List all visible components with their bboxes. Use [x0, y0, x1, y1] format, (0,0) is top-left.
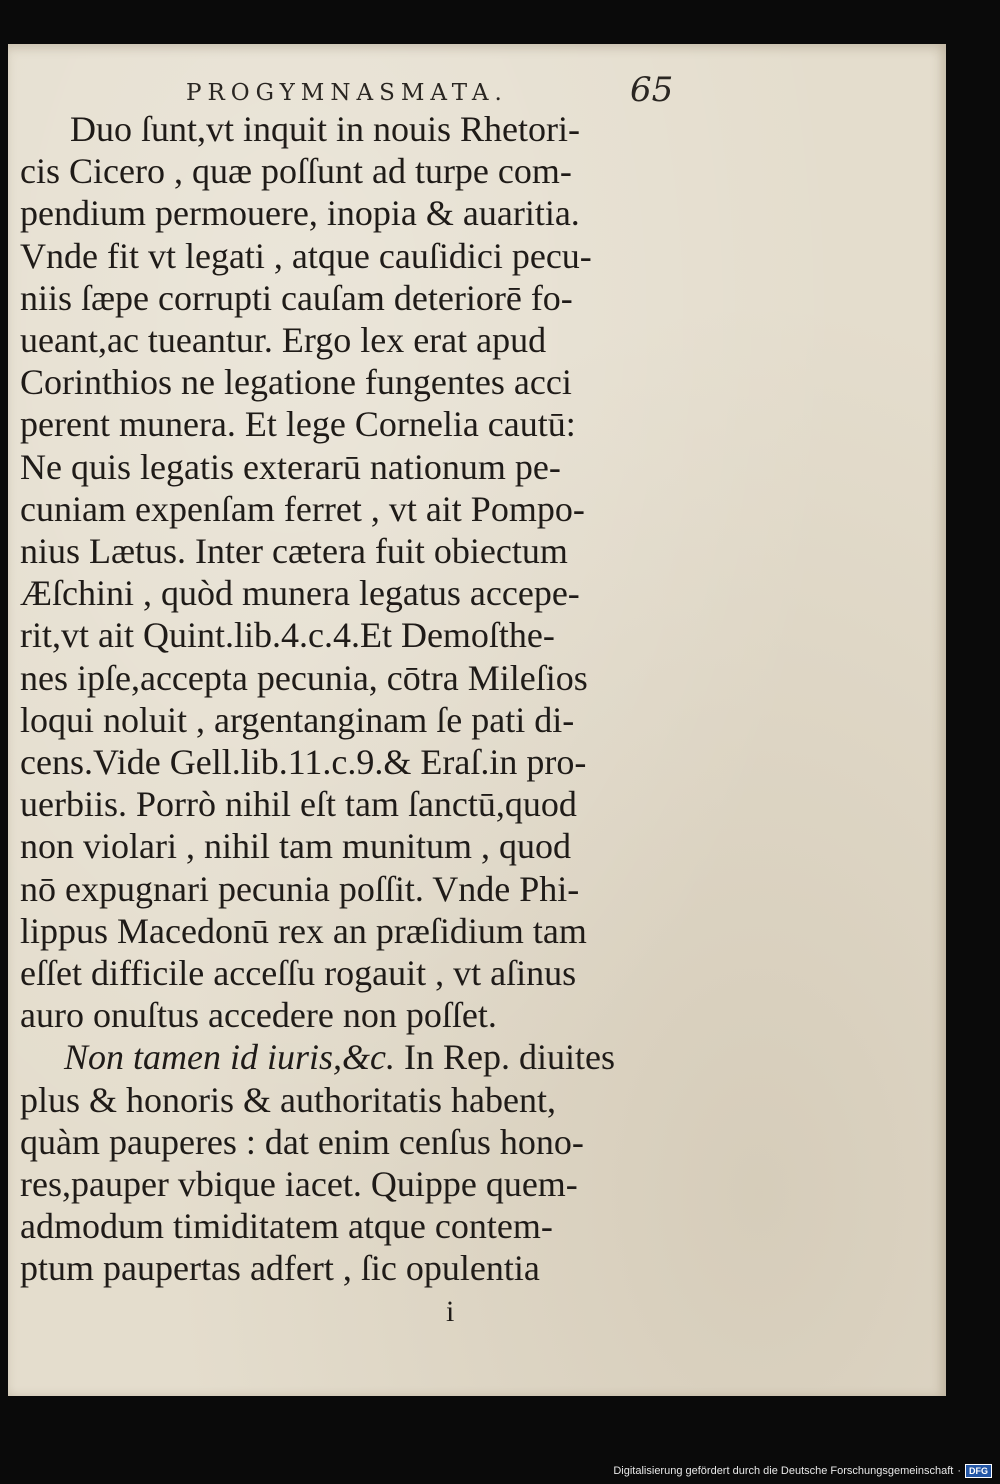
text-line: lippus Macedonū rex an præſidium tam: [20, 910, 587, 951]
separator-dot: ·: [957, 1465, 961, 1477]
text-line: Duo ſunt,vt inquit in nouis Rhetori-: [70, 109, 580, 149]
text-line: nius Lætus. Inter cætera fuit obiectum: [20, 531, 568, 572]
text-line: auro onuſtus accedere non poſſet.: [20, 995, 497, 1036]
text-line: Corinthios ne legatione fungentes acci: [20, 362, 572, 403]
page-number: 65: [630, 70, 674, 110]
text-line: cuniam expenſam ferret , vt ait Pompo-: [20, 488, 585, 529]
text-line: Vnde fit vt legati , atque cauſidici pecu-: [20, 235, 592, 276]
text-line: Ne quis legatis exterarū nationum pe-: [20, 446, 561, 487]
running-head: PROGYMNASMATA.: [186, 80, 508, 106]
lemma-continuation: In Rep. diuites: [395, 1037, 615, 1078]
text-line: ueant,ac tueantur. Ergo lex erat apud: [20, 320, 547, 361]
body-text: [20, 108, 670, 1290]
dfg-logo: DFG: [965, 1464, 992, 1478]
lemma: Non tamen id iuris,&c.: [64, 1037, 395, 1078]
text-line: res,pauper vbique iacet. Quippe quem-: [20, 1164, 578, 1205]
text-line: eſſet difficile acceſſu rogauit , vt aſinus: [20, 953, 577, 994]
text-line: cens.Vide Gell.lib.11.c.9.& Eraſ.in pro-: [20, 742, 587, 783]
text-line: quàm pauperes : dat enim cenſus hono-: [20, 1121, 584, 1162]
text-line: niis ſæpe corrupti cauſam deteriorē fo-: [20, 277, 573, 318]
text-line: nes ipſe,accepta pecunia, cōtra Mileſios: [20, 657, 588, 698]
text-line: plus & honoris & authoritatis habent,: [20, 1079, 556, 1120]
credit-text: Digitalisierung gefördert durch die Deutsche Forschungsgemeinschaft: [613, 1465, 954, 1477]
text-line: rit,vt ait Quint.lib.4.c.4.Et Demoſthe-: [20, 615, 555, 656]
text-line: ptum paupertas adfert , ſic opulentia: [20, 1248, 540, 1289]
text-line: uerbiis. Porrò nihil eſt tam ſanctū,quod: [20, 784, 577, 825]
text-line: nō expugnari pecunia poſſit. Vnde Phi-: [20, 868, 580, 909]
text-line: perent munera. Et lege Cornelia cautū:: [20, 404, 576, 445]
text-line: [20, 1036, 670, 1078]
digitization-credit: [613, 1464, 992, 1478]
text-line: pendium permouere, inopia & auaritia.: [20, 193, 580, 234]
text-line: non violari , nihil tam munitum , quod: [20, 826, 571, 867]
text-line: loqui noluit , argentanginam ſe pati di-: [20, 699, 575, 740]
text-line: Æſchini , quòd munera legatus accepe-: [20, 573, 580, 614]
text-line: cis Cicero , quæ poſſunt ad turpe com-: [20, 151, 572, 192]
signature-mark: i: [446, 1295, 455, 1328]
text-line: admodum timiditatem atque contem-: [20, 1206, 553, 1247]
